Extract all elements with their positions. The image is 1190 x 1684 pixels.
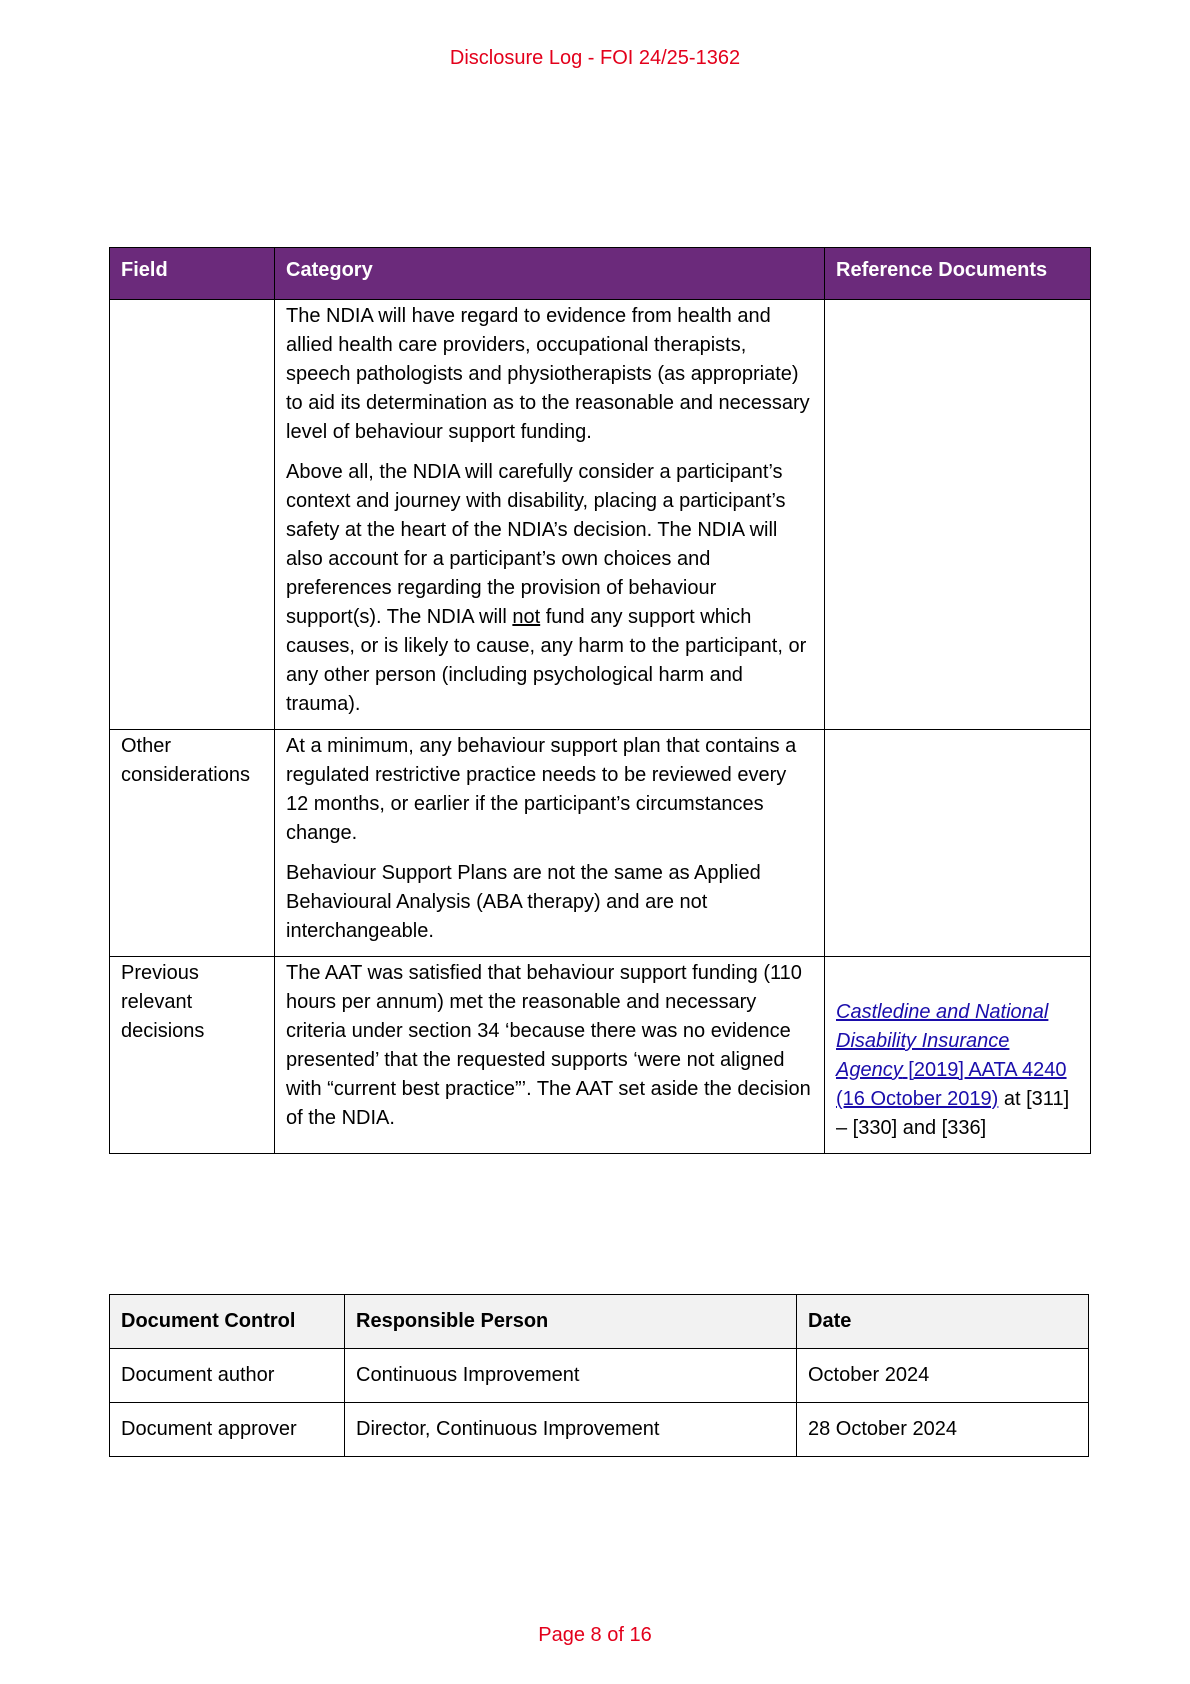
category-paragraph: Behaviour Support Plans are not the same as Applied Behavioural Analysis (ABA therapy) and are not interchangeable.: [286, 862, 761, 942]
header-category: Category: [275, 248, 825, 300]
reference-cell: [825, 300, 1091, 730]
category-text: fund any support which causes, or is likely to cause, any harm to the participant, or any other person (including psychological harm and trauma).: [286, 606, 807, 715]
control-header-row: [110, 1295, 1089, 1349]
policy-table: [109, 247, 1091, 1154]
category-cell: [275, 300, 825, 730]
category-cell: [275, 957, 825, 1154]
category-text: Above all, the NDIA will carefully consider a participant’s context and journey with disability, placing a participant’s safety at the heart of the NDIA’s decision. The NDIA will also account for a participant’s own choices and preferences regarding the provision of behaviour support(s). The NDIA will: [286, 461, 786, 628]
category-paragraph: At a minimum, any behaviour support plan that contains a regulated restrictive practice needs to be reviewed every 12 months, or earlier if the participant’s circumstances change.: [286, 735, 797, 844]
header-responsible-person: Responsible Person: [345, 1295, 797, 1349]
emphasis-not: not: [512, 606, 541, 628]
header-reference-documents: Reference Documents: [825, 248, 1091, 300]
reference-cell: [825, 730, 1091, 957]
field-cell: [110, 300, 275, 730]
field-cell: Other considerations: [110, 730, 275, 957]
policy-table-header-row: [110, 248, 1091, 300]
header-date: Date: [797, 1295, 1089, 1349]
paragraph-reference-text: at [311] – [330] and [336]: [836, 1088, 1070, 1139]
table-row: [110, 1403, 1089, 1457]
control-person-cell: Continuous Improvement: [345, 1349, 797, 1403]
disclosure-log-header: Disclosure Log - FOI 24/25-1362: [449, 47, 741, 69]
control-role-cell: Document approver: [110, 1403, 345, 1457]
control-date-cell: 28 October 2024: [797, 1403, 1089, 1457]
control-date-cell: October 2024: [797, 1349, 1089, 1403]
reference-cell: [825, 957, 1091, 1154]
table-row: [110, 1349, 1089, 1403]
control-role-cell: Document author: [110, 1349, 345, 1403]
document-control-table: [109, 1294, 1089, 1457]
category-cell: [275, 730, 825, 957]
castledine-case-link[interactable]: Castledine and National Disability Insurance Agency: [836, 1001, 1049, 1081]
field-cell: Previous relevant decisions: [110, 957, 275, 1154]
castledine-citation-link[interactable]: [2019] AATA 4240 (16 October 2019): [836, 1059, 1067, 1110]
header-field: Field: [110, 248, 275, 300]
header-document-control: Document Control: [110, 1295, 345, 1349]
control-person-cell: Director, Continuous Improvement: [345, 1403, 797, 1457]
table-row: [110, 957, 1091, 1154]
table-row: [110, 300, 1091, 730]
table-row: [110, 730, 1091, 957]
category-paragraph: The NDIA will have regard to evidence from health and allied health care providers, occupational therapists, speech pathologists and physiotherapists (as appropriate) to aid its determination as to the reasonable and necessary level of behaviour support funding.: [286, 305, 810, 443]
category-paragraph: [286, 458, 813, 719]
page-number: Page 8 of 16: [538, 1624, 652, 1646]
category-paragraph: The AAT was satisfied that behaviour support funding (110 hours per annum) met the reasonable and necessary criteria under section 34 ‘because there was no evidence presented’ that the requested supports ‘were not aligned with “current best practice”’. The AAT set aside the decision of the NDIA.: [286, 962, 811, 1129]
